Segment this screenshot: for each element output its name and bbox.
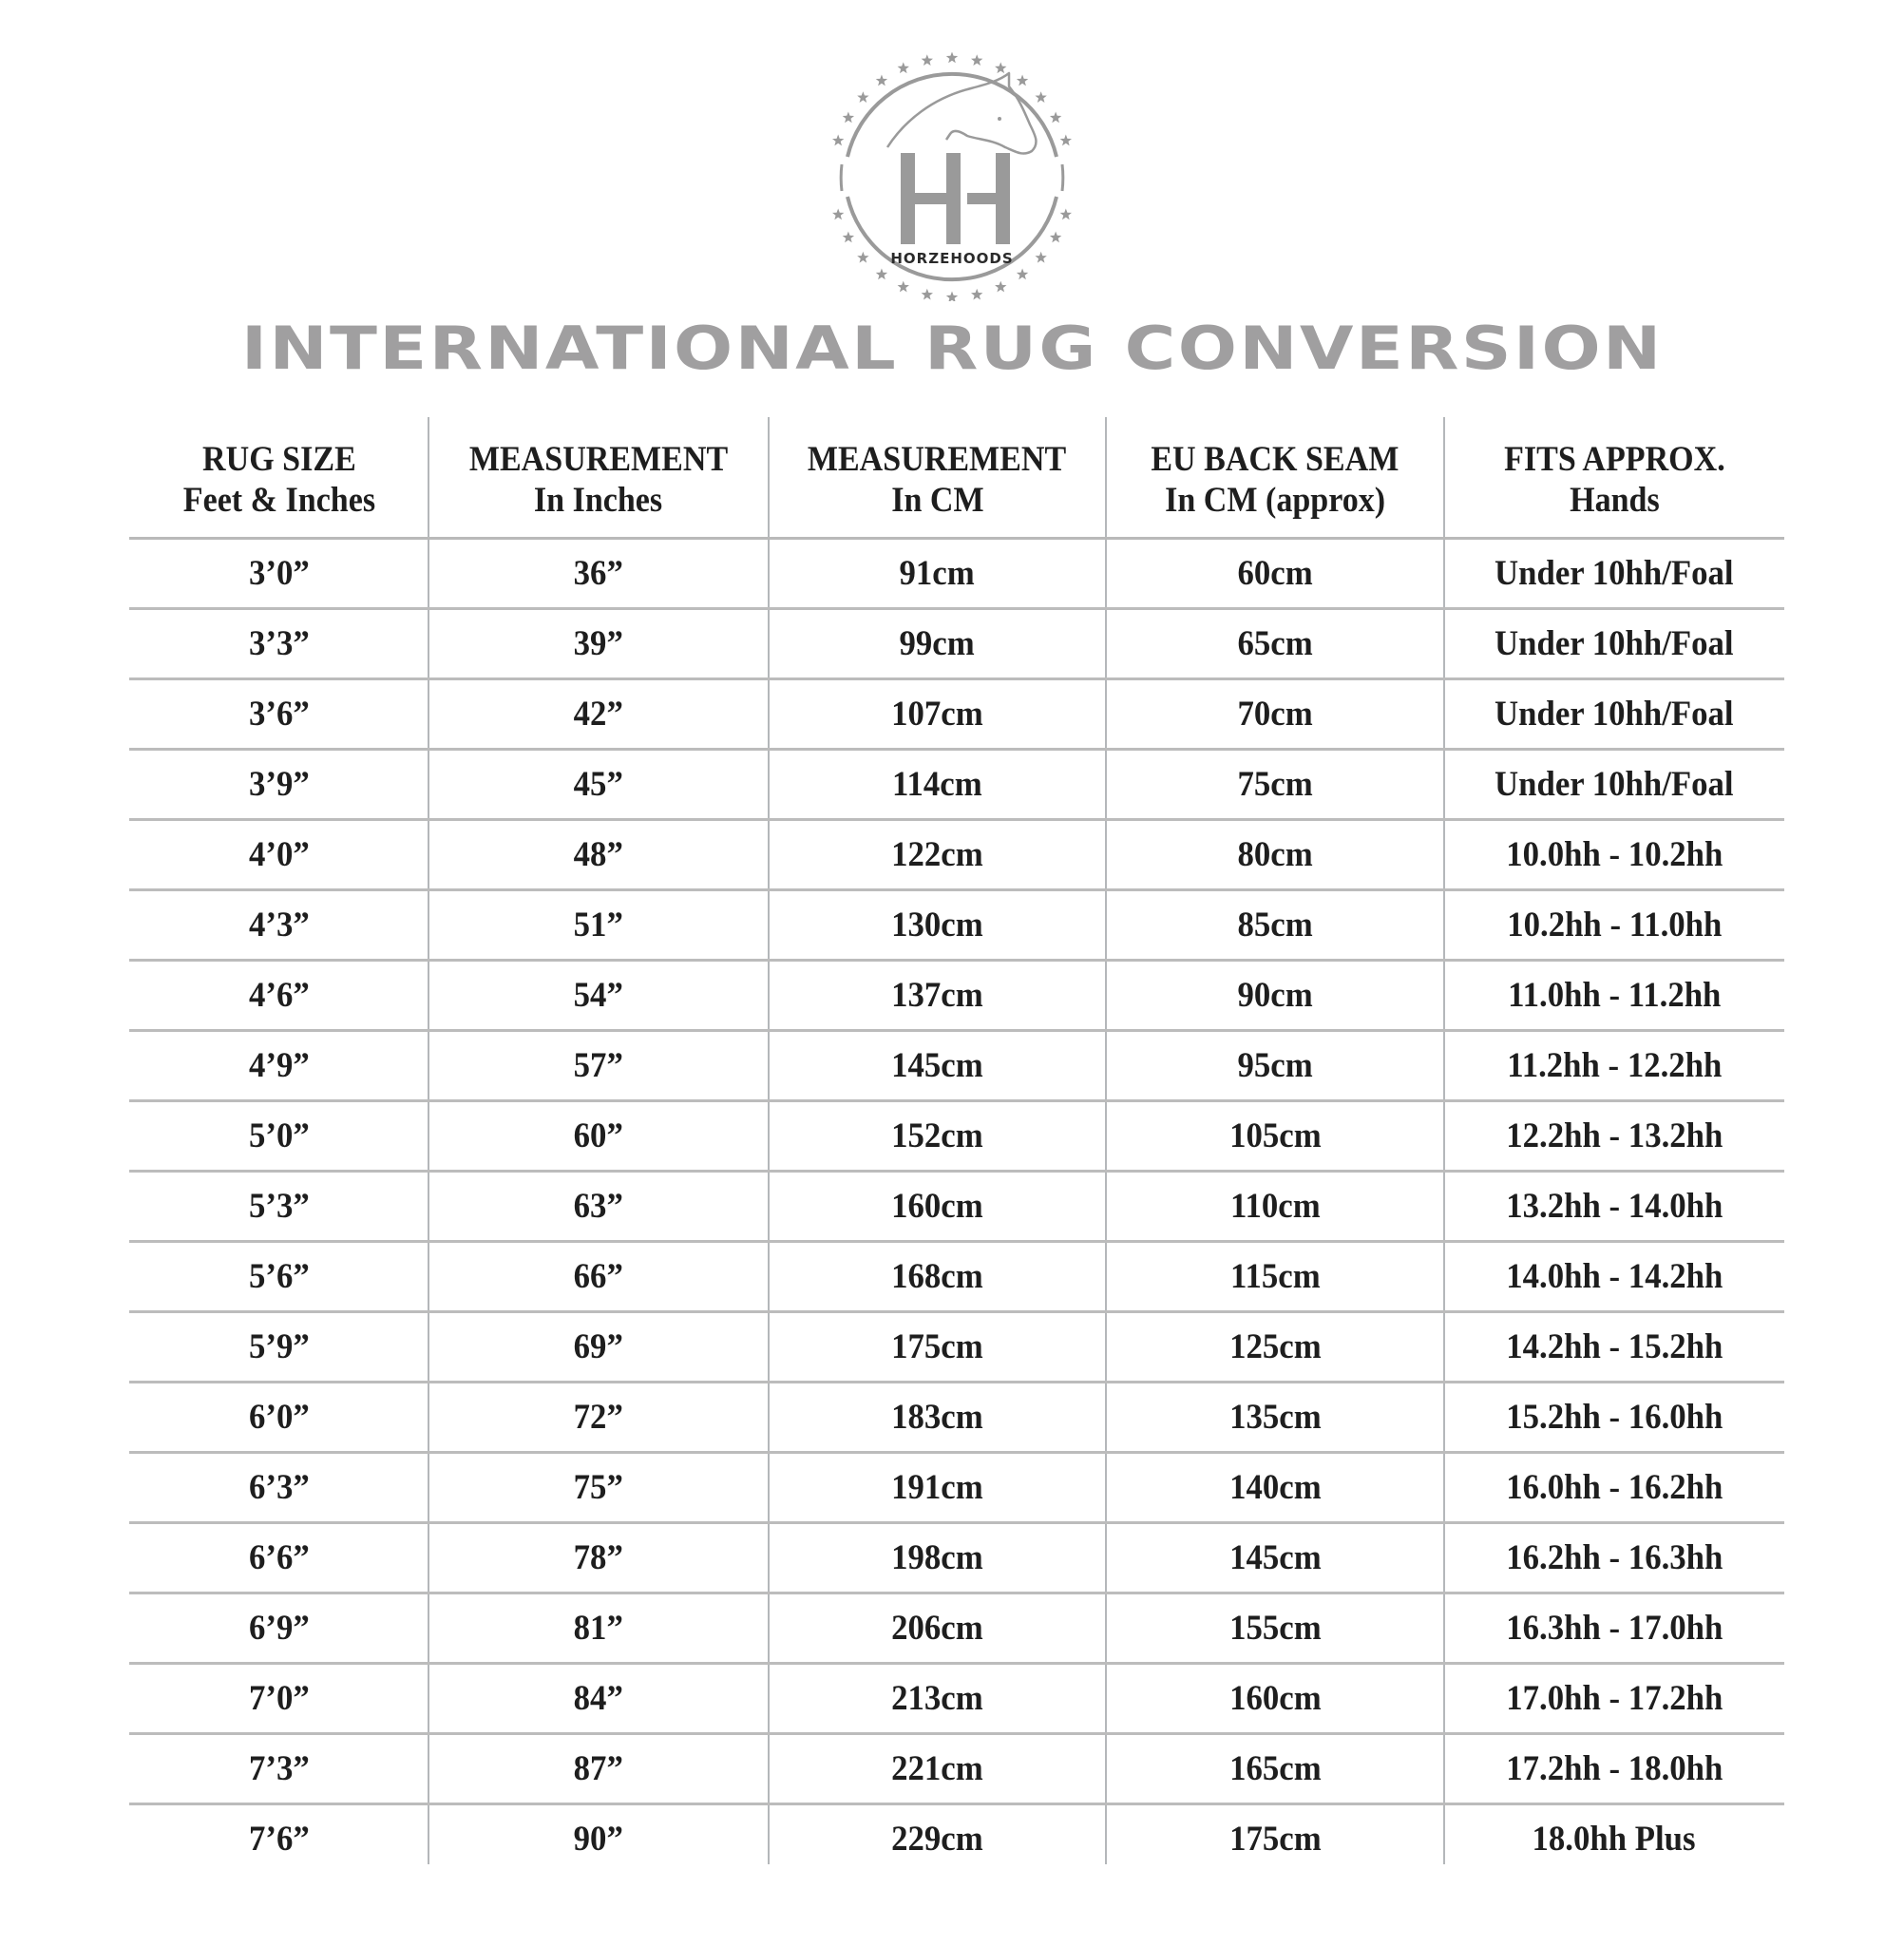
- rug-size-cell: [129, 1243, 428, 1310]
- cell-value: 165cm: [1228, 1749, 1322, 1788]
- fits-hands-cell: [1444, 962, 1784, 1029]
- measurement-cm-cell: [769, 1805, 1106, 1873]
- cell-value: 155cm: [1228, 1609, 1322, 1648]
- measurement-cm-cell: [769, 1383, 1106, 1451]
- header-rug-size: [129, 417, 428, 537]
- table-row: [129, 1383, 1784, 1454]
- rug-size-cell: [129, 680, 428, 748]
- header-fits-approx-hands: [1444, 417, 1784, 537]
- rug-size-cell: [129, 610, 428, 677]
- rug-size-cell: [129, 1383, 428, 1451]
- cell-value: 3’9”: [248, 765, 310, 804]
- cell-value: 4’9”: [248, 1046, 310, 1085]
- table-row: [129, 1594, 1784, 1665]
- cell-value: Under 10hh/Foal: [1495, 695, 1734, 734]
- measurement-inches-cell: [428, 1313, 769, 1381]
- rug-size-cell: [129, 1735, 428, 1803]
- cell-value: 6’6”: [248, 1538, 310, 1577]
- horzehoods-logo: [828, 52, 1076, 301]
- measurement-cm-cell: [769, 610, 1106, 677]
- measurement-cm-cell: [769, 1313, 1106, 1381]
- measurement-inches-cell: [428, 1594, 769, 1662]
- measurement-cm-cell: [769, 1665, 1106, 1732]
- eu-back-seam-cell: [1106, 821, 1444, 888]
- cell-value: 75”: [573, 1468, 624, 1507]
- cell-value: 17.2hh - 18.0hh: [1505, 1749, 1723, 1788]
- rug-size-cell: [129, 751, 428, 818]
- eu-back-seam-cell: [1106, 962, 1444, 1029]
- table-row: [129, 1102, 1784, 1173]
- cell-value: 7’0”: [248, 1679, 310, 1718]
- cell-value: 160cm: [891, 1187, 983, 1226]
- cell-value: 17.0hh - 17.2hh: [1505, 1679, 1723, 1718]
- cell-value: 45”: [573, 765, 624, 804]
- table-row: [129, 1173, 1784, 1243]
- measurement-inches-cell: [428, 610, 769, 677]
- rug-size-cell: [129, 962, 428, 1029]
- eu-back-seam-cell: [1106, 1313, 1444, 1381]
- rug-size-cell: [129, 1173, 428, 1240]
- cell-value: 130cm: [891, 906, 983, 944]
- measurement-inches-cell: [428, 962, 769, 1029]
- cell-value: 198cm: [891, 1538, 983, 1577]
- eu-back-seam-cell: [1106, 680, 1444, 748]
- fits-hands-cell: [1444, 1173, 1784, 1240]
- cell-value: 91cm: [899, 554, 976, 593]
- header-line2: In Inches: [534, 481, 663, 520]
- fits-hands-cell: [1444, 1102, 1784, 1170]
- cell-value: 14.2hh - 15.2hh: [1505, 1327, 1723, 1366]
- header-line2: Feet & Inches: [182, 481, 375, 520]
- cell-value: 57”: [573, 1046, 624, 1085]
- measurement-cm-cell: [769, 540, 1106, 607]
- rug-size-cell: [129, 1594, 428, 1662]
- cell-value: 229cm: [891, 1820, 983, 1859]
- cell-value: 48”: [573, 835, 624, 874]
- cell-value: 42”: [573, 695, 624, 734]
- header-measurement-cm: [769, 417, 1106, 537]
- rug-conversion-table: [129, 417, 1784, 1873]
- cell-value: 90cm: [1237, 976, 1313, 1015]
- cell-value: 135cm: [1228, 1398, 1322, 1437]
- measurement-inches-cell: [428, 680, 769, 748]
- measurement-cm-cell: [769, 1594, 1106, 1662]
- header-measurement-inches: [428, 417, 769, 537]
- cell-value: 5’3”: [248, 1187, 310, 1226]
- rug-size-cell: [129, 1032, 428, 1099]
- rug-size-cell: [129, 891, 428, 959]
- cell-value: Under 10hh/Foal: [1495, 624, 1734, 663]
- cell-value: 7’3”: [248, 1749, 310, 1788]
- cell-value: 75cm: [1237, 765, 1313, 804]
- cell-value: 6’3”: [248, 1468, 310, 1507]
- measurement-inches-cell: [428, 540, 769, 607]
- table-body: [129, 540, 1784, 1873]
- header-line1: MEASUREMENT: [808, 440, 1067, 479]
- fits-hands-cell: [1444, 1313, 1784, 1381]
- fits-hands-cell: [1444, 1665, 1784, 1732]
- table-row: [129, 891, 1784, 962]
- cell-value: 168cm: [891, 1257, 983, 1296]
- rug-size-cell: [129, 821, 428, 888]
- header-line1: MEASUREMENT: [468, 440, 729, 479]
- cell-value: 3’6”: [248, 695, 310, 734]
- eu-back-seam-cell: [1106, 610, 1444, 677]
- table-row: [129, 1454, 1784, 1524]
- cell-value: 160cm: [1228, 1679, 1322, 1718]
- header-line1: EU BACK SEAM: [1151, 440, 1399, 479]
- fits-hands-cell: [1444, 1243, 1784, 1310]
- cell-value: 152cm: [891, 1116, 983, 1155]
- measurement-inches-cell: [428, 1383, 769, 1451]
- header-line2: In CM (approx): [1164, 481, 1385, 520]
- cell-value: 99cm: [899, 624, 976, 663]
- cell-value: 65cm: [1237, 624, 1313, 663]
- eu-back-seam-cell: [1106, 1173, 1444, 1240]
- fits-hands-cell: [1444, 751, 1784, 818]
- cell-value: 221cm: [891, 1749, 983, 1788]
- fits-hands-cell: [1444, 1383, 1784, 1451]
- cell-value: Under 10hh/Foal: [1495, 765, 1734, 804]
- cell-value: 110cm: [1229, 1187, 1321, 1226]
- horse-head-monogram-icon: [828, 52, 1076, 301]
- cell-value: 10.2hh - 11.0hh: [1506, 906, 1723, 944]
- fits-hands-cell: [1444, 1032, 1784, 1099]
- eu-back-seam-cell: [1106, 1805, 1444, 1873]
- cell-value: 16.0hh - 16.2hh: [1505, 1468, 1723, 1507]
- cell-value: 4’3”: [248, 906, 310, 944]
- cell-value: 51”: [573, 906, 624, 944]
- table-row: [129, 680, 1784, 751]
- eu-back-seam-cell: [1106, 540, 1444, 607]
- measurement-inches-cell: [428, 1173, 769, 1240]
- cell-value: 206cm: [891, 1609, 983, 1648]
- cell-value: 78”: [573, 1538, 624, 1577]
- cell-value: 4’6”: [248, 976, 310, 1015]
- header-line2: Hands: [1569, 481, 1660, 520]
- cell-value: 87”: [573, 1749, 624, 1788]
- cell-value: 81”: [573, 1609, 624, 1648]
- cell-value: 6’9”: [248, 1609, 310, 1648]
- rug-size-cell: [129, 540, 428, 607]
- cell-value: 13.2hh - 14.0hh: [1505, 1187, 1723, 1226]
- cell-value: 105cm: [1228, 1116, 1322, 1155]
- cell-value: 66”: [573, 1257, 624, 1296]
- fits-hands-cell: [1444, 1524, 1784, 1592]
- rug-size-cell: [129, 1524, 428, 1592]
- measurement-cm-cell: [769, 680, 1106, 748]
- eu-back-seam-cell: [1106, 751, 1444, 818]
- eu-back-seam-cell: [1106, 1102, 1444, 1170]
- cell-value: 4’0”: [248, 835, 310, 874]
- cell-value: 39”: [573, 624, 624, 663]
- cell-value: 6’0”: [248, 1398, 310, 1437]
- measurement-inches-cell: [428, 1524, 769, 1592]
- fits-hands-cell: [1444, 1454, 1784, 1521]
- cell-value: 183cm: [891, 1398, 983, 1437]
- cell-value: 60cm: [1237, 554, 1313, 593]
- eu-back-seam-cell: [1106, 1454, 1444, 1521]
- header-line2: In CM: [890, 481, 984, 520]
- fits-hands-cell: [1444, 540, 1784, 607]
- cell-value: 11.0hh - 11.2hh: [1507, 976, 1722, 1015]
- cell-value: 90”: [573, 1820, 624, 1859]
- cell-value: 36”: [573, 554, 624, 593]
- measurement-cm-cell: [769, 962, 1106, 1029]
- measurement-cm-cell: [769, 1454, 1106, 1521]
- table-row: [129, 540, 1784, 610]
- cell-value: 14.0hh - 14.2hh: [1505, 1257, 1723, 1296]
- eu-back-seam-cell: [1106, 1594, 1444, 1662]
- table-row: [129, 751, 1784, 821]
- cell-value: 15.2hh - 16.0hh: [1505, 1398, 1723, 1437]
- measurement-inches-cell: [428, 821, 769, 888]
- rug-size-cell: [129, 1102, 428, 1170]
- cell-value: 16.3hh - 17.0hh: [1505, 1609, 1723, 1648]
- table-row: [129, 1735, 1784, 1805]
- header-eu-back-seam: [1106, 417, 1444, 537]
- table-row: [129, 1805, 1784, 1873]
- cell-value: 85cm: [1237, 906, 1313, 944]
- cell-value: 107cm: [891, 695, 983, 734]
- measurement-inches-cell: [428, 1102, 769, 1170]
- cell-value: 114cm: [892, 765, 982, 804]
- table-row: [129, 821, 1784, 891]
- eu-back-seam-cell: [1106, 1665, 1444, 1732]
- measurement-inches-cell: [428, 1454, 769, 1521]
- eu-back-seam-cell: [1106, 1735, 1444, 1803]
- cell-value: 3’0”: [248, 554, 310, 593]
- measurement-cm-cell: [769, 891, 1106, 959]
- table-row: [129, 610, 1784, 680]
- measurement-inches-cell: [428, 891, 769, 959]
- cell-value: 213cm: [891, 1679, 983, 1718]
- cell-value: 69”: [573, 1327, 624, 1366]
- cell-value: 140cm: [1228, 1468, 1322, 1507]
- cell-value: Under 10hh/Foal: [1495, 554, 1734, 593]
- cell-value: 137cm: [891, 976, 983, 1015]
- measurement-inches-cell: [428, 1805, 769, 1873]
- cell-value: 11.2hh - 12.2hh: [1506, 1046, 1723, 1085]
- measurement-inches-cell: [428, 1243, 769, 1310]
- cell-value: 10.0hh - 10.2hh: [1505, 835, 1723, 874]
- cell-value: 60”: [573, 1116, 624, 1155]
- measurement-inches-cell: [428, 1032, 769, 1099]
- cell-value: 175cm: [1228, 1820, 1322, 1859]
- measurement-inches-cell: [428, 1665, 769, 1732]
- fits-hands-cell: [1444, 891, 1784, 959]
- table-row: [129, 1313, 1784, 1383]
- cell-value: 191cm: [891, 1468, 983, 1507]
- cell-value: 115cm: [1229, 1257, 1321, 1296]
- measurement-cm-cell: [769, 1173, 1106, 1240]
- table-row: [129, 1243, 1784, 1313]
- cell-value: 80cm: [1237, 835, 1313, 874]
- cell-value: 122cm: [891, 835, 983, 874]
- fits-hands-cell: [1444, 1594, 1784, 1662]
- cell-value: 175cm: [891, 1327, 983, 1366]
- measurement-cm-cell: [769, 1524, 1106, 1592]
- cell-value: 84”: [573, 1679, 624, 1718]
- rug-size-cell: [129, 1665, 428, 1732]
- cell-value: 63”: [573, 1187, 624, 1226]
- fits-hands-cell: [1444, 1735, 1784, 1803]
- fits-hands-cell: [1444, 610, 1784, 677]
- cell-value: 145cm: [1228, 1538, 1322, 1577]
- eu-back-seam-cell: [1106, 1243, 1444, 1310]
- fits-hands-cell: [1444, 1805, 1784, 1873]
- header-line1: RUG SIZE: [201, 440, 356, 479]
- fits-hands-cell: [1444, 680, 1784, 748]
- page-title: [0, 314, 1904, 383]
- eu-back-seam-cell: [1106, 891, 1444, 959]
- rug-size-cell: [129, 1454, 428, 1521]
- rug-size-cell: [129, 1805, 428, 1873]
- header-line1: FITS APPROX.: [1503, 440, 1725, 479]
- cell-value: 5’0”: [248, 1116, 310, 1155]
- svg-text:HORZEHOODS: HORZEHOODS: [890, 250, 1014, 267]
- cell-value: 12.2hh - 13.2hh: [1505, 1116, 1723, 1155]
- measurement-inches-cell: [428, 1735, 769, 1803]
- table-row: [129, 1032, 1784, 1102]
- cell-value: 54”: [573, 976, 624, 1015]
- table-row: [129, 1665, 1784, 1735]
- cell-value: 70cm: [1237, 695, 1313, 734]
- measurement-cm-cell: [769, 821, 1106, 888]
- cell-value: 16.2hh - 16.3hh: [1505, 1538, 1723, 1577]
- page-title-text: INTERNATIONAL RUG CONVERSION: [240, 314, 1664, 383]
- cell-value: 3’3”: [248, 624, 310, 663]
- eu-back-seam-cell: [1106, 1524, 1444, 1592]
- cell-value: 145cm: [891, 1046, 983, 1085]
- measurement-inches-cell: [428, 751, 769, 818]
- table-row: [129, 962, 1784, 1032]
- cell-value: 125cm: [1228, 1327, 1322, 1366]
- cell-value: 5’9”: [248, 1327, 310, 1366]
- eu-back-seam-cell: [1106, 1383, 1444, 1451]
- measurement-cm-cell: [769, 1735, 1106, 1803]
- fits-hands-cell: [1444, 821, 1784, 888]
- table-row: [129, 1524, 1784, 1594]
- cell-value: 72”: [573, 1398, 624, 1437]
- measurement-cm-cell: [769, 1243, 1106, 1310]
- cell-value: 5’6”: [248, 1257, 310, 1296]
- measurement-cm-cell: [769, 751, 1106, 818]
- cell-value: 7’6”: [248, 1820, 310, 1859]
- cell-value: 95cm: [1237, 1046, 1313, 1085]
- measurement-cm-cell: [769, 1032, 1106, 1099]
- rug-size-cell: [129, 1313, 428, 1381]
- eu-back-seam-cell: [1106, 1032, 1444, 1099]
- measurement-cm-cell: [769, 1102, 1106, 1170]
- table-header-row: [129, 417, 1784, 540]
- cell-value: 18.0hh Plus: [1532, 1820, 1697, 1859]
